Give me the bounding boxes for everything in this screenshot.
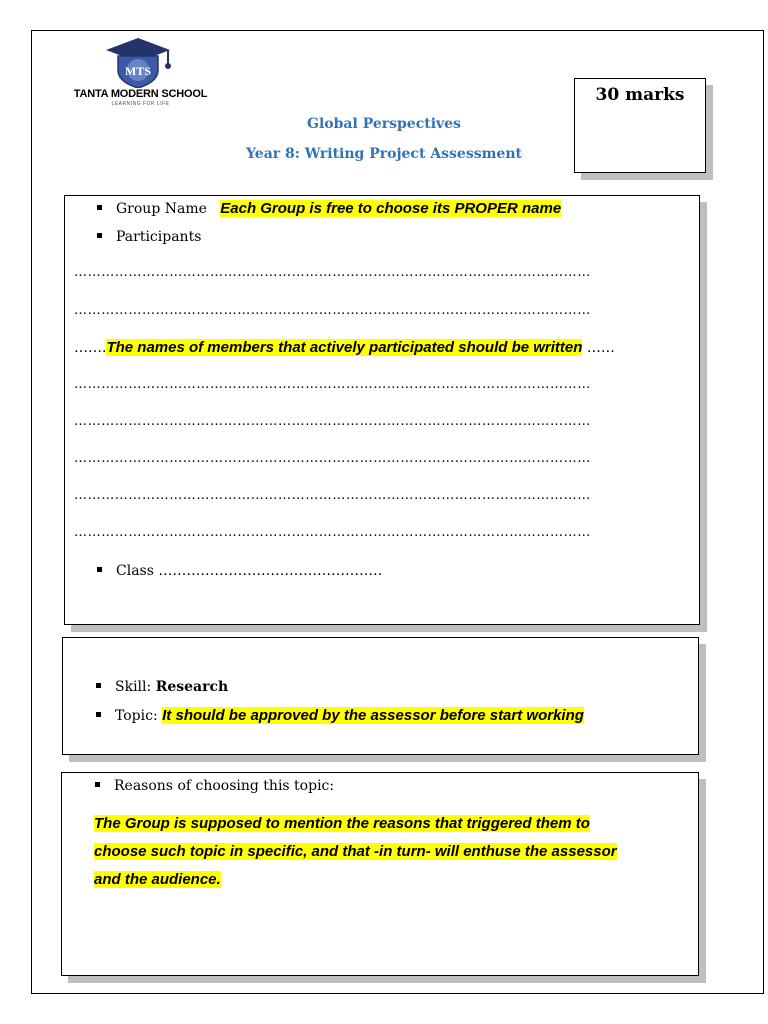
participants-note-line (74, 339, 678, 356)
bullet-icon (97, 205, 102, 210)
class-dots: ………………………………………… (158, 563, 383, 579)
reasons-note (94, 810, 694, 894)
participants-label: Participants (116, 229, 202, 245)
school-tagline: LEARNING FOR LIFE (111, 101, 170, 107)
school-name: TANTA MODERN SCHOOL (73, 88, 208, 100)
skill-item (96, 679, 228, 695)
marks-label: 30 marks (595, 85, 685, 105)
participant-line: …………………………………………………………………………………………………… (74, 303, 591, 318)
group-info-box (64, 195, 700, 625)
group-name-item (97, 200, 561, 217)
participant-line: …………………………………………………………………………………………………… (74, 265, 591, 280)
participants-item (97, 229, 201, 245)
bullet-icon (96, 712, 101, 717)
participant-line: …………………………………………………………………………………………………… (74, 451, 591, 466)
logo-monogram: MTS (124, 64, 152, 78)
group-name-label: Group Name (116, 201, 207, 217)
reasons-item (95, 778, 334, 794)
reasons-line-2: choose such topic in specific, and that -in turn- will enthuse the assessor (94, 843, 617, 860)
mortarboard-shield-icon (102, 36, 182, 88)
assessment-title: Year 8: Writing Project Assessment (246, 146, 522, 162)
topic-item (96, 707, 584, 724)
skill-label: Skill: (115, 679, 152, 695)
participants-suffix: …… (586, 340, 615, 356)
participant-line: …………………………………………………………………………………………………… (74, 377, 591, 392)
bullet-icon (95, 782, 100, 787)
participants-note: The names of members that actively participated should be written (106, 339, 583, 356)
reasons-label: Reasons of choosing this topic: (114, 778, 335, 794)
reasons-line-1: The Group is supposed to mention the reasons that triggered them to (94, 815, 590, 832)
subject-title: Global Perspectives (307, 116, 461, 132)
participant-line: …………………………………………………………………………………………………… (74, 414, 591, 429)
participant-line: …………………………………………………………………………………………………… (74, 488, 591, 503)
group-name-note: Each Group is free to choose its PROPER name (220, 200, 562, 217)
bullet-icon (97, 233, 102, 238)
school-logo (68, 36, 213, 106)
topic-label: Topic: (115, 708, 158, 724)
skill-value: Research (155, 679, 229, 695)
participants-prefix: ……. (74, 340, 107, 356)
bullet-icon (96, 683, 101, 688)
topic-note: It should be approved by the assessor before start working (162, 707, 584, 724)
bullet-icon (97, 567, 102, 572)
reasons-line-3: and the audience. (94, 871, 221, 888)
marks-box (574, 78, 706, 173)
class-item (97, 563, 382, 579)
participant-line: …………………………………………………………………………………………………… (74, 525, 591, 540)
skill-topic-box (62, 637, 699, 755)
class-label: Class (116, 563, 154, 579)
